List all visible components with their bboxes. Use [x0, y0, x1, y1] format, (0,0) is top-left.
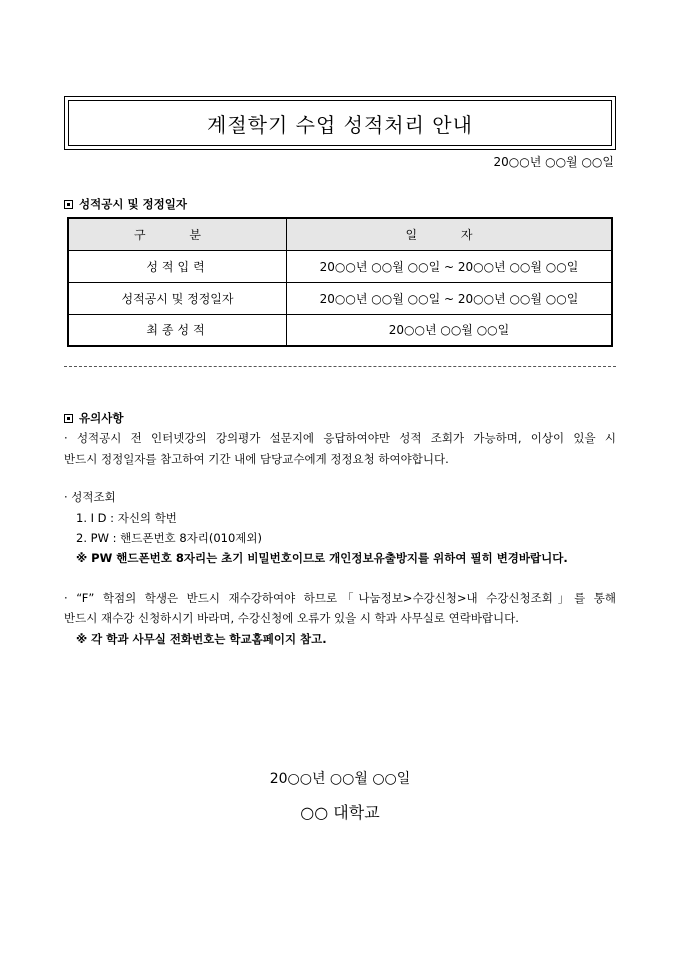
table-row — [68, 282, 612, 314]
section-heading-schedule — [64, 196, 187, 212]
table-cell-label: 최종성적 — [68, 314, 287, 346]
table-cell-value: 20○○년 ○○월 ○○일 — [287, 314, 613, 346]
table-header-category: 구 분 — [68, 218, 287, 250]
pw-change-notice: ※ PW 핸드폰번호 8자리는 초기 비밀번호이므로 개인정보유출방지를 위하여 필히 변경바랍니다. — [76, 551, 568, 565]
square-bullet-icon — [64, 414, 73, 423]
table-cell-label: 성적공시 및 정정일자 — [68, 282, 287, 314]
square-bullet-icon — [64, 200, 73, 209]
section-heading-notice-label: 유의사항 — [79, 411, 124, 425]
issue-date: 20○○년 ○○월 ○○일 — [493, 155, 614, 169]
table-cell-value: 20○○년 ○○월 ○○일 ~ 20○○년 ○○월 ○○일 — [287, 250, 613, 282]
notice-paragraph-1-line-1: · 성적공시 전 인터넷강의 강의평가 설문지에 응답하여야만 성적 조회가 가능하며, 이상이 있을 시 — [64, 431, 616, 445]
grade-check-title: · 성적조회 — [64, 490, 116, 504]
notice-paragraph-2-line-2: 반드시 재수강 신청하시기 바라며, 수강신청에 오류가 있을 시 학과 사무실로 연락바랍니다. — [64, 611, 519, 625]
university-name: ○○ 대학교 — [300, 803, 380, 822]
table-header-date: 일 자 — [287, 218, 613, 250]
document-title: 계절학기 수업 성적처리 안내 — [207, 112, 473, 137]
login-id-line: 1. I D : 자신의 학번 — [76, 511, 177, 525]
section-heading-notice — [64, 410, 123, 426]
table-header-row — [68, 218, 612, 250]
dashed-divider — [64, 366, 616, 367]
notice-paragraph-2-line-1: · “F” 학점의 학생은 반드시 재수강하여야 하므로「나눔정보>수강신청>내 수강신청조회」를 통해 — [64, 591, 616, 605]
title-inner-frame — [68, 100, 612, 146]
schedule-table — [67, 217, 613, 347]
table-row — [68, 250, 612, 282]
login-pw-line: 2. PW : 핸드폰번호 8자리(010제외) — [76, 531, 262, 545]
notice-paragraph-1-line-2: 반드시 정정일자를 참고하여 기간 내에 담당교수에게 정정요청 하여야합니다. — [64, 452, 449, 466]
office-phone-notice: ※ 각 학과 사무실 전화번호는 학교홈페이지 참고. — [76, 632, 327, 646]
signature-date: 20○○년 ○○월 ○○일 — [269, 771, 411, 787]
section-heading-schedule-label: 성적공시 및 정정일자 — [79, 197, 187, 211]
title-box — [64, 96, 616, 150]
table-cell-value: 20○○년 ○○월 ○○일 ~ 20○○년 ○○월 ○○일 — [287, 282, 613, 314]
table-cell-label: 성적입력 — [68, 250, 287, 282]
table-row — [68, 314, 612, 346]
